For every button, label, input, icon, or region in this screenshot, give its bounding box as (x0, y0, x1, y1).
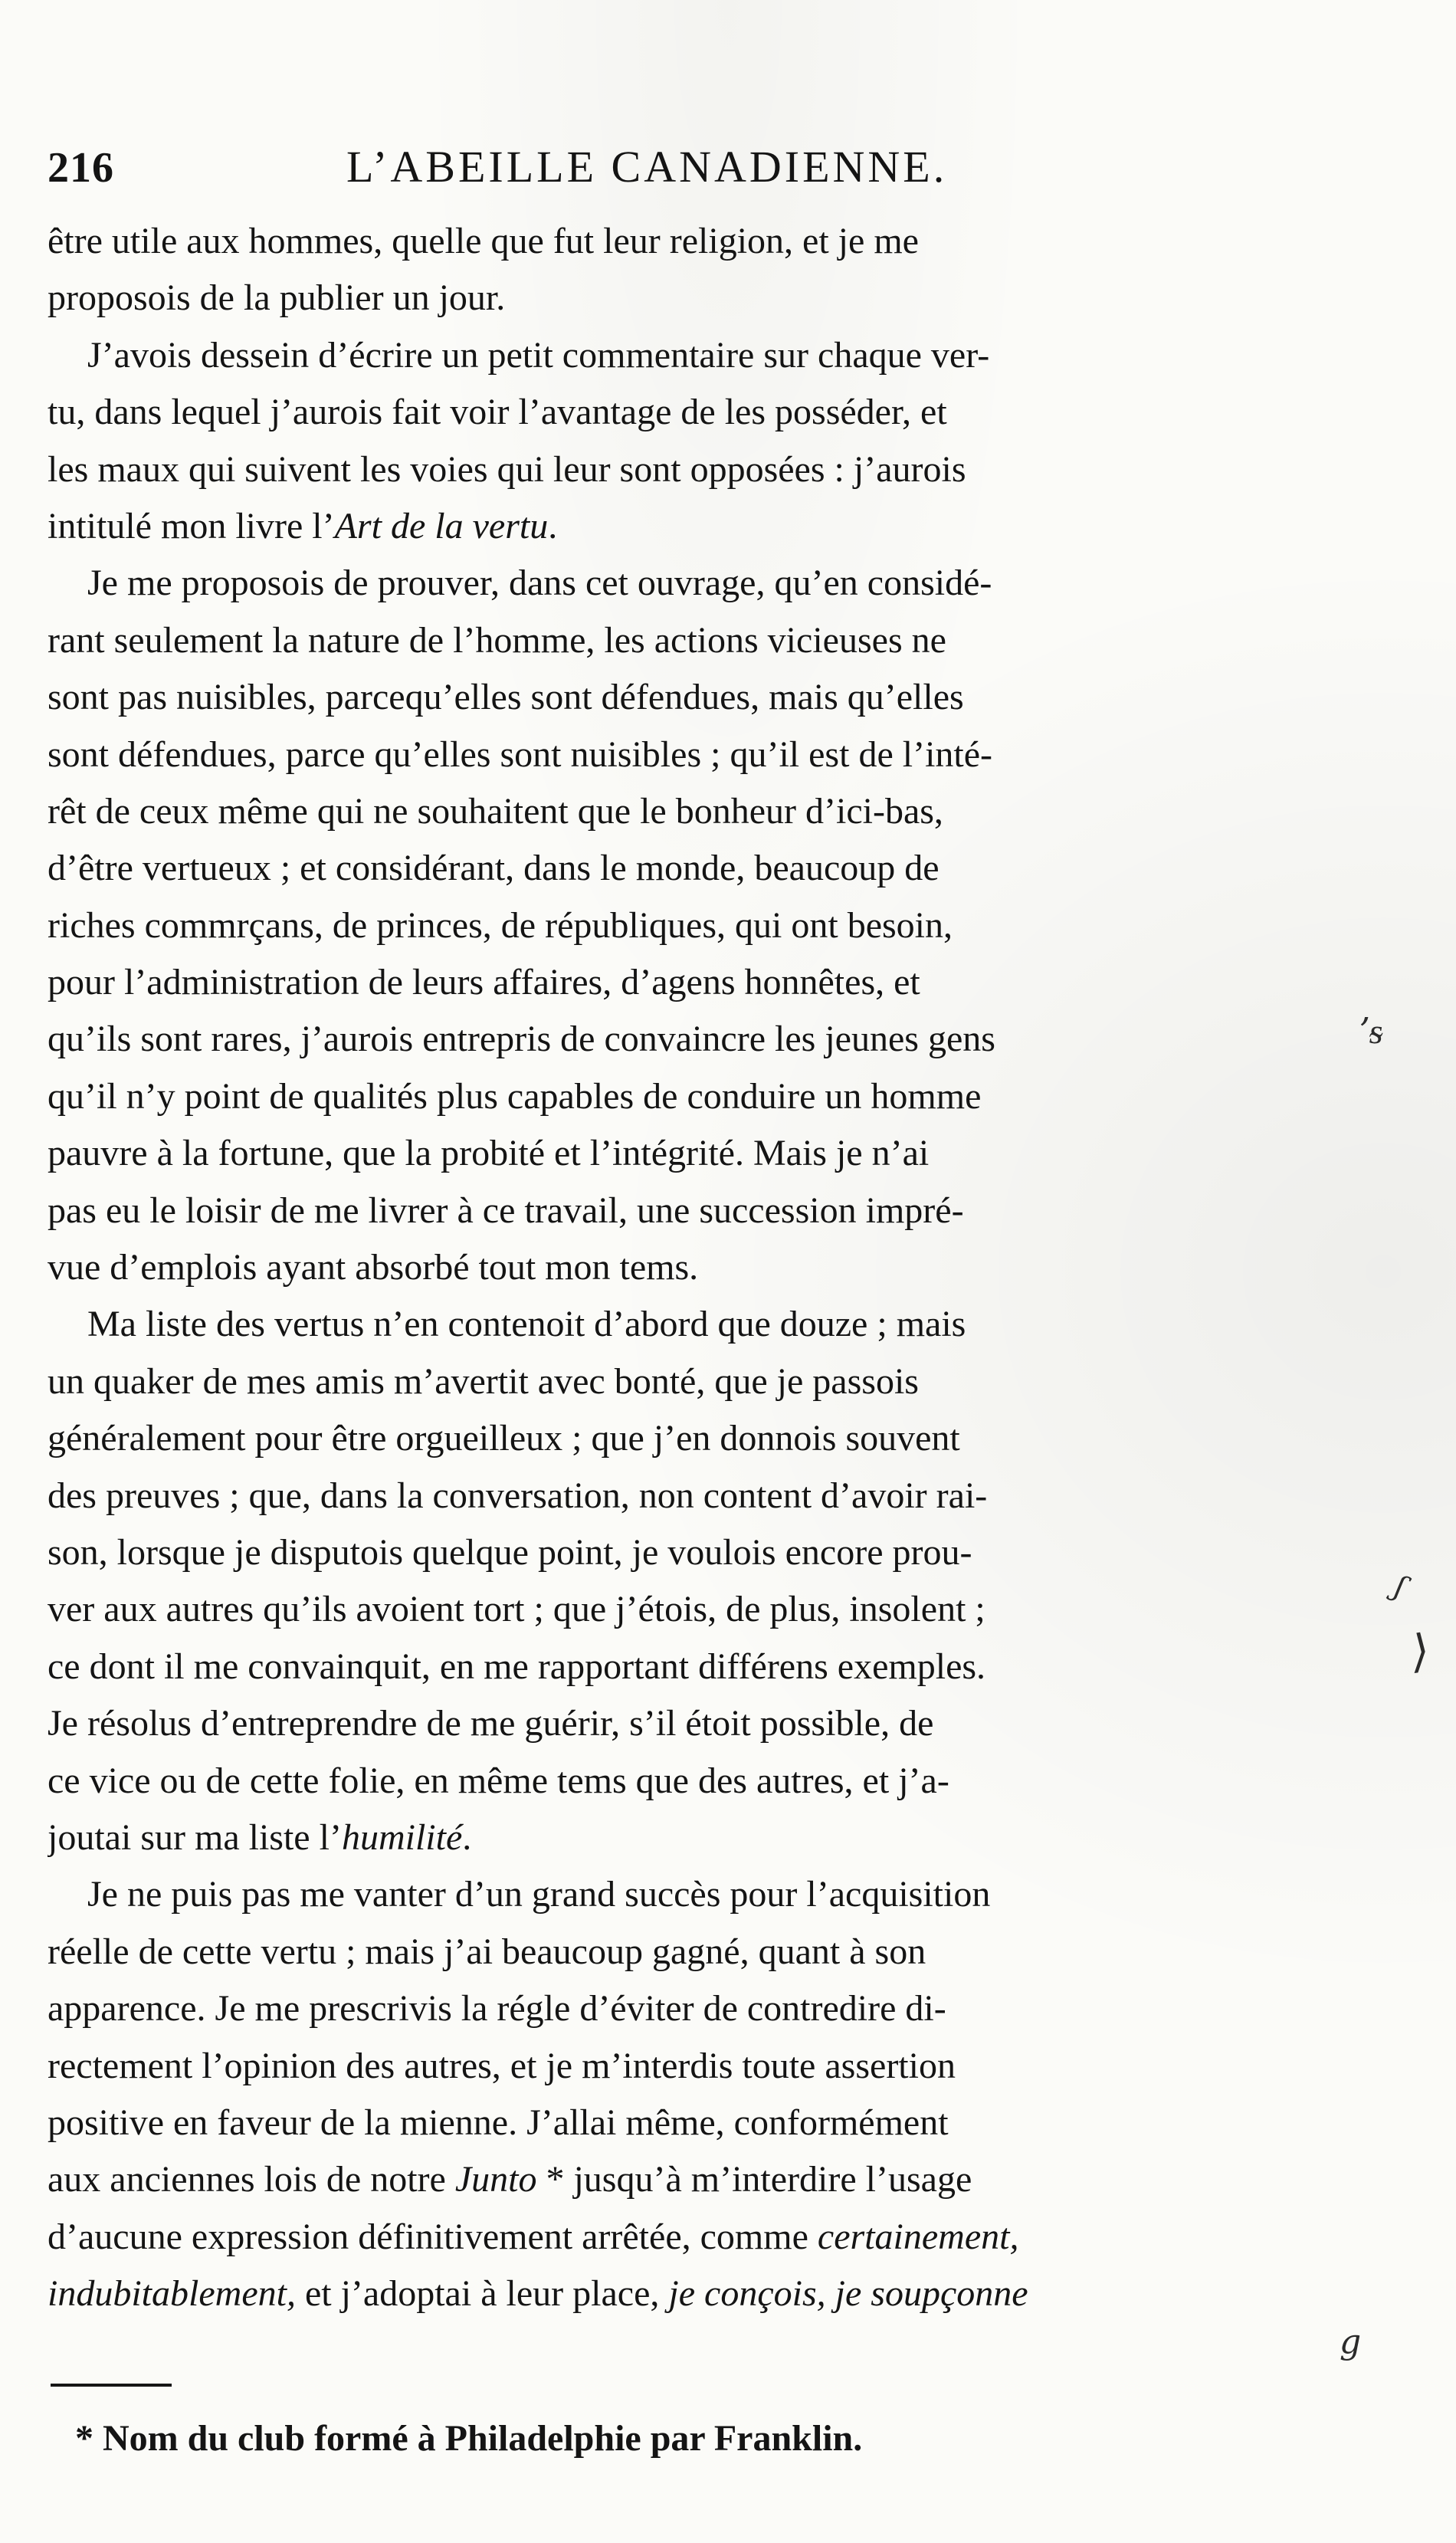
text-line: qu’ils sont rares, j’aurois entrepris de convaincre les jeunes gens (48, 1019, 995, 1060)
running-title: L’ABEILLE CANADIENNE. (346, 142, 948, 192)
text-line: les maux qui suivent les voies qui leur sont opposées : j’aurois (48, 448, 966, 490)
text-line: généralement pour être orgueilleux ; que j’en donnois souvent (48, 1418, 960, 1459)
text-line: ce vice ou de cette folie, en même tems que des autres, et j’a- (48, 1760, 949, 1801)
text-line: tu, dans lequel j’aurois fait voir l’avantage de les posséder, et (48, 392, 947, 433)
text-line: pour l’administration de leurs affaires, d’agens honnêtes, et (48, 962, 920, 1003)
text-line: rectement l’opinion des autres, et je m’interdis toute assertion (48, 2045, 956, 2086)
margin-scribble-mark: ʼᵴ (1358, 1010, 1383, 1052)
footnote: * Nom du club formé à Philadelphie par Franklin. (75, 2418, 863, 2459)
text-line: joutai sur ma liste l’humilité. (48, 1816, 472, 1858)
text-line: riches commrçans, de princes, de républiques, qui ont besoin, (48, 904, 953, 946)
text-line: être utile aux hommes, quelle que fut leur religion, et je me (48, 221, 919, 261)
text-line: vue d’emplois ayant absorbé tout mon tems. (48, 1247, 699, 1288)
text-line: sont défendues, parce qu’elles sont nuisibles ; qu’il est de l’inté- (48, 733, 993, 775)
text-line: Je me proposois de prouver, dans cet ouvrage, qu’en considé- (87, 563, 992, 604)
text-line: aux anciennes lois de notre Junto * jusqu’à m’interdire l’usage (48, 2159, 972, 2200)
text-line: rant seulement la nature de l’homme, les actions vicieuses ne (48, 619, 946, 661)
main-text (48, 213, 1274, 2322)
margin-scribble-mark: ⟩ (1408, 1623, 1433, 1678)
margin-scribble-mark: 𝑔 (1340, 2322, 1362, 2361)
text-line: apparence. Je me prescrivis la régle d’éviter de contredire di- (48, 1988, 946, 2029)
text-line: d’aucune expression définitivement arrêtée, comme certainement, (48, 2216, 1019, 2257)
text-line: indubitablement, et j’adoptai à leur place, je conçois, je soupçonne (48, 2273, 1028, 2315)
text-line: rêt de ceux même qui ne souhaitent que le bonheur d’ici-bas, (48, 790, 943, 832)
text-line: positive en faveur de la mienne. J’allai même, conformément (48, 2102, 949, 2143)
text-line: proposois de la publier un jour. (48, 277, 506, 319)
text-line: Ma liste des vertus n’en contenoit d’abord que douze ; mais (87, 1304, 966, 1345)
text-line: son, lorsque je disputois quelque point, je voulois encore prou- (48, 1531, 972, 1573)
text-line: d’être vertueux ; et considérant, dans le monde, beaucoup de (48, 848, 940, 889)
text-line: intitulé mon livre l’Art de la vertu. (48, 505, 558, 546)
paragraph (48, 213, 1274, 327)
text-line: des preuves ; que, dans la conversation, non content d’avoir rai- (48, 1475, 988, 1516)
text-line: sont pas nuisibles, parcequ’elles sont défendues, mais qu’elles (48, 677, 964, 718)
text-line: pauvre à la fortune, que la probité et l’intégrité. Mais je n’ai (48, 1133, 930, 1174)
text-line: qu’il n’y point de qualités plus capables de conduire un homme (48, 1075, 982, 1117)
text-line: ce dont il me convainquit, en me rapportant différens exemples. (48, 1646, 986, 1687)
paragraph (48, 1296, 1274, 1866)
paragraph (48, 555, 1274, 1296)
text-line: réelle de cette vertu ; mais j’ai beaucoup gagné, quant à son (48, 1931, 926, 1972)
text-line: Je résolus d’entreprendre de me guérir, s’il étoit possible, de (48, 1703, 934, 1744)
footnote-divider (51, 2384, 172, 2387)
paragraph (48, 1866, 1274, 2322)
text-line: Je ne puis pas me vanter d’un grand succès pour l’acquisition (87, 1874, 991, 1915)
text-line: ver aux autres qu’ils avoient tort ; que j’étois, de plus, insolent ; (48, 1589, 985, 1630)
text-line: J’avois dessein d’écrire un petit commentaire sur chaque ver- (87, 334, 990, 376)
text-line: un quaker de mes amis m’avertit avec bonté, que je passois (48, 1360, 919, 1402)
margin-scribble-mark: ʃ (1390, 1569, 1410, 1604)
text-line: pas eu le loisir de me livrer à ce travail, une succession impré- (48, 1189, 964, 1231)
page-header (48, 136, 1304, 198)
paragraph (48, 327, 1274, 556)
page-number: 216 (48, 144, 114, 192)
